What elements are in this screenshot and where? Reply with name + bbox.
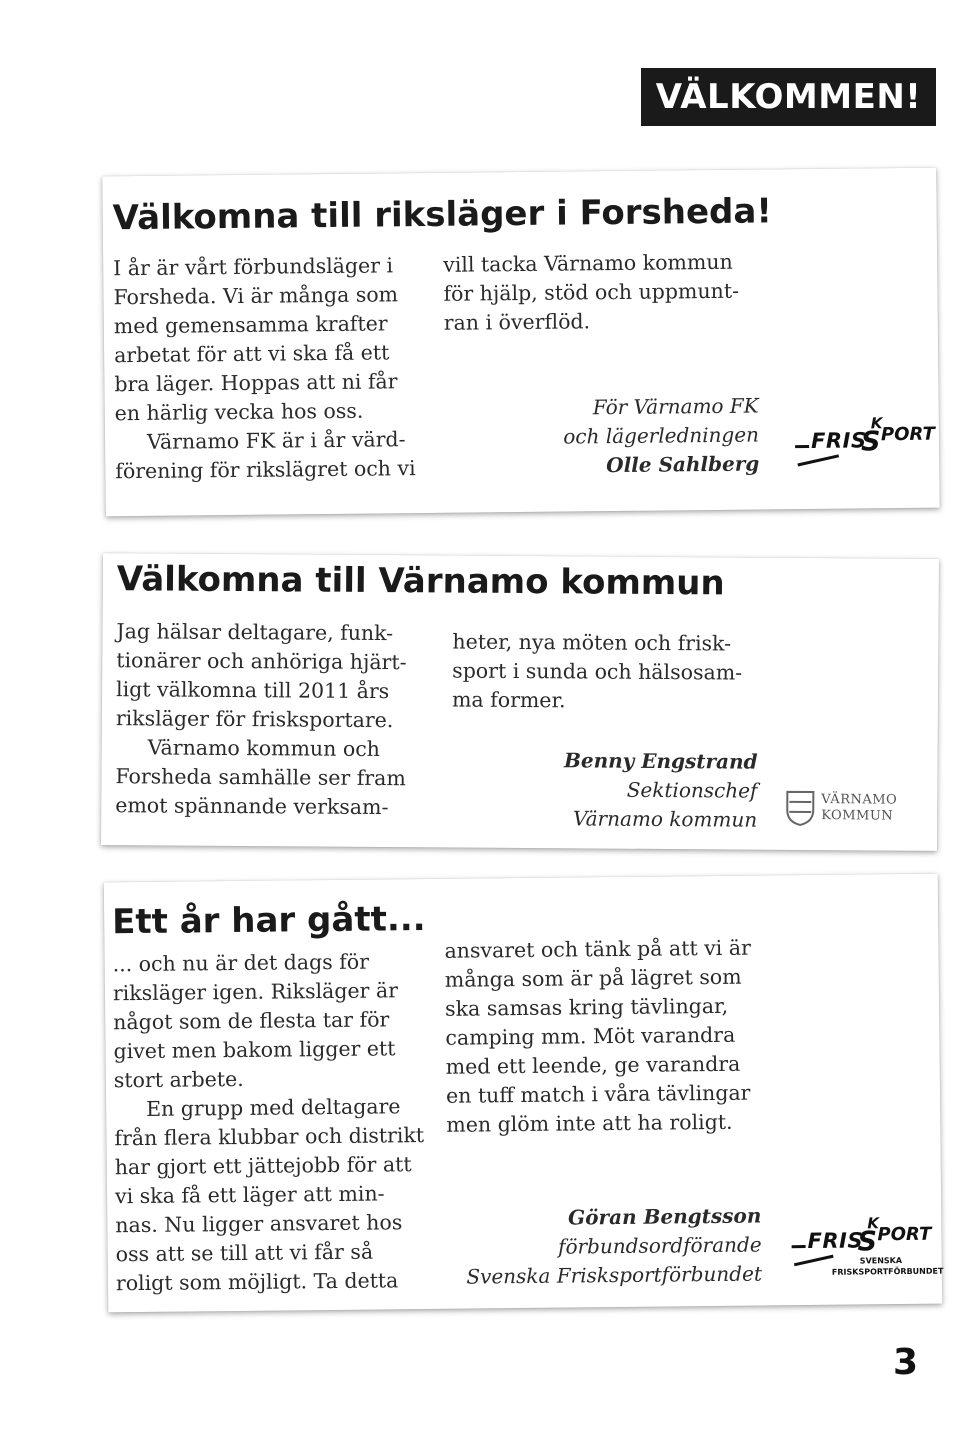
logo-letter: S xyxy=(857,1226,878,1258)
text-line: oss att se till att vi får så xyxy=(115,1239,374,1267)
card-left-column xyxy=(115,617,407,822)
text-line: givet men bakom ligger ett xyxy=(113,1036,396,1064)
text-line: för hjälp, stöd och uppmunt- xyxy=(443,278,740,306)
signature-name: Olle Sahlberg xyxy=(606,451,760,478)
signature xyxy=(563,746,757,834)
header-tag: VÄLKOMMEN! xyxy=(641,68,936,126)
logo-line: VÄRNAMO xyxy=(821,792,898,808)
text-line: vi ska få ett läger att min- xyxy=(114,1181,385,1209)
signature xyxy=(466,1202,762,1292)
text-line: riksläger igen. Riksläger är xyxy=(112,978,399,1006)
signature-name: Benny Engstrand xyxy=(563,748,758,774)
logo-dash xyxy=(792,1245,806,1248)
card-title: Välkomna till Värnamo kommun xyxy=(116,559,725,604)
logo-word: PORT xyxy=(880,423,935,446)
logo-letter: K xyxy=(870,414,883,433)
varnamo-kommun-logo xyxy=(785,790,915,831)
card-right-column xyxy=(443,248,739,338)
page-number: 3 xyxy=(893,1342,919,1383)
logo-letter: S xyxy=(860,426,881,458)
text-line: ansvaret och tänk på att vi är xyxy=(444,935,751,963)
one-year-card xyxy=(104,874,942,1313)
text-line: ska samsas kring tävlingar, xyxy=(444,993,729,1021)
logo-word: FRIS xyxy=(807,1228,864,1254)
text-line: har gjort ett jättejobb för att xyxy=(114,1152,412,1180)
text-line: med ett leende, ge varandra xyxy=(445,1051,741,1079)
text-line: men glöm inte att ha roligt. xyxy=(446,1109,733,1137)
card-left-column xyxy=(112,947,425,1298)
text-line: arbetat för att vi ska få ett xyxy=(113,340,390,368)
text-line: stort arbete. xyxy=(113,1066,244,1093)
welcome-varnamo-card xyxy=(101,553,939,851)
logo-subtitle: SVENSKA xyxy=(859,1256,903,1266)
text-line: tionärer och anhöriga hjärt- xyxy=(116,648,407,675)
text-line: I år är vårt förbundsläger i xyxy=(113,253,394,281)
logo-word: FRIS xyxy=(810,428,867,453)
text-line: ran i överflöd. xyxy=(443,309,591,335)
text-line: med gemensamma krafter xyxy=(113,311,388,339)
text-line: vill tacka Värnamo kommun xyxy=(443,249,733,277)
frisksport-logo xyxy=(791,1214,944,1282)
text-line: ma former. xyxy=(451,687,566,713)
card-left-column xyxy=(113,251,416,486)
coat-of-arms-icon xyxy=(785,790,815,826)
card-right-column xyxy=(444,934,752,1140)
signature xyxy=(563,392,760,481)
text-line: bra läger. Hoppas att ni får xyxy=(114,369,398,397)
text-line: ... och nu är det dags för xyxy=(112,949,370,977)
text-line: riksläger för frisksportare. xyxy=(115,706,394,733)
text-line: emot spännande verksam- xyxy=(115,793,389,820)
text-line: en härlig vecka hos oss. xyxy=(114,398,364,426)
logo-word: PORT xyxy=(877,1223,932,1246)
signature-line: För Värnamo FK xyxy=(592,393,759,420)
card-title: Välkomna till riksläger i Forsheda! xyxy=(112,191,773,239)
signature-name: Göran Bengtsson xyxy=(567,1203,762,1230)
text-line: nas. Nu ligger ansvaret hos xyxy=(115,1210,403,1238)
text-line: roligt som möjligt. Ta detta xyxy=(115,1268,399,1296)
logo-dash xyxy=(794,1255,834,1267)
signature-org: Värnamo kommun xyxy=(572,806,758,832)
text-line: heter, nya möten och frisk- xyxy=(452,629,732,656)
logo-dash xyxy=(797,454,839,466)
text-line: sport i sunda och hälsosam- xyxy=(452,658,743,685)
text-line: många som är på lägret som xyxy=(444,964,742,992)
logo-subtitle: FRISKSPORTFÖRBUNDET xyxy=(831,1266,944,1277)
text-line: från flera klubbar och distrikt xyxy=(114,1123,425,1151)
card-title: Ett år har gått... xyxy=(111,899,426,943)
text-line: Forsheda. Vi är många som xyxy=(113,282,399,310)
text-line: Värnamo FK är i år värd- xyxy=(146,427,406,454)
signature-org: Svenska Frisksportförbundet xyxy=(466,1261,763,1289)
logo-dash xyxy=(795,445,809,448)
signature-role: förbundsordförande xyxy=(557,1232,762,1259)
text-line: En grupp med deltagare xyxy=(146,1094,401,1121)
frisksport-logo xyxy=(795,414,935,469)
text-line: något som de flesta tar för xyxy=(113,1007,390,1035)
card-right-column xyxy=(452,628,743,717)
text-line: Värnamo kommun och xyxy=(147,735,381,762)
text-line: ligt välkomna till 2011 års xyxy=(115,677,390,704)
logo-line: KOMMUN xyxy=(821,808,894,824)
text-line: en tuff match i våra tävlingar xyxy=(445,1080,751,1108)
text-line: förening för rikslägret och vi xyxy=(115,456,416,484)
text-line: camping mm. Möt varandra xyxy=(445,1022,736,1050)
text-line: Forsheda samhälle ser fram xyxy=(115,764,406,791)
text-line: Jag hälsar deltagare, funk- xyxy=(116,619,394,646)
logo-letter: K xyxy=(867,1214,880,1233)
welcome-forsheda-card xyxy=(102,168,940,517)
signature-role: Sektionschef xyxy=(626,777,758,803)
signature-line: och lägerledningen xyxy=(563,422,760,449)
